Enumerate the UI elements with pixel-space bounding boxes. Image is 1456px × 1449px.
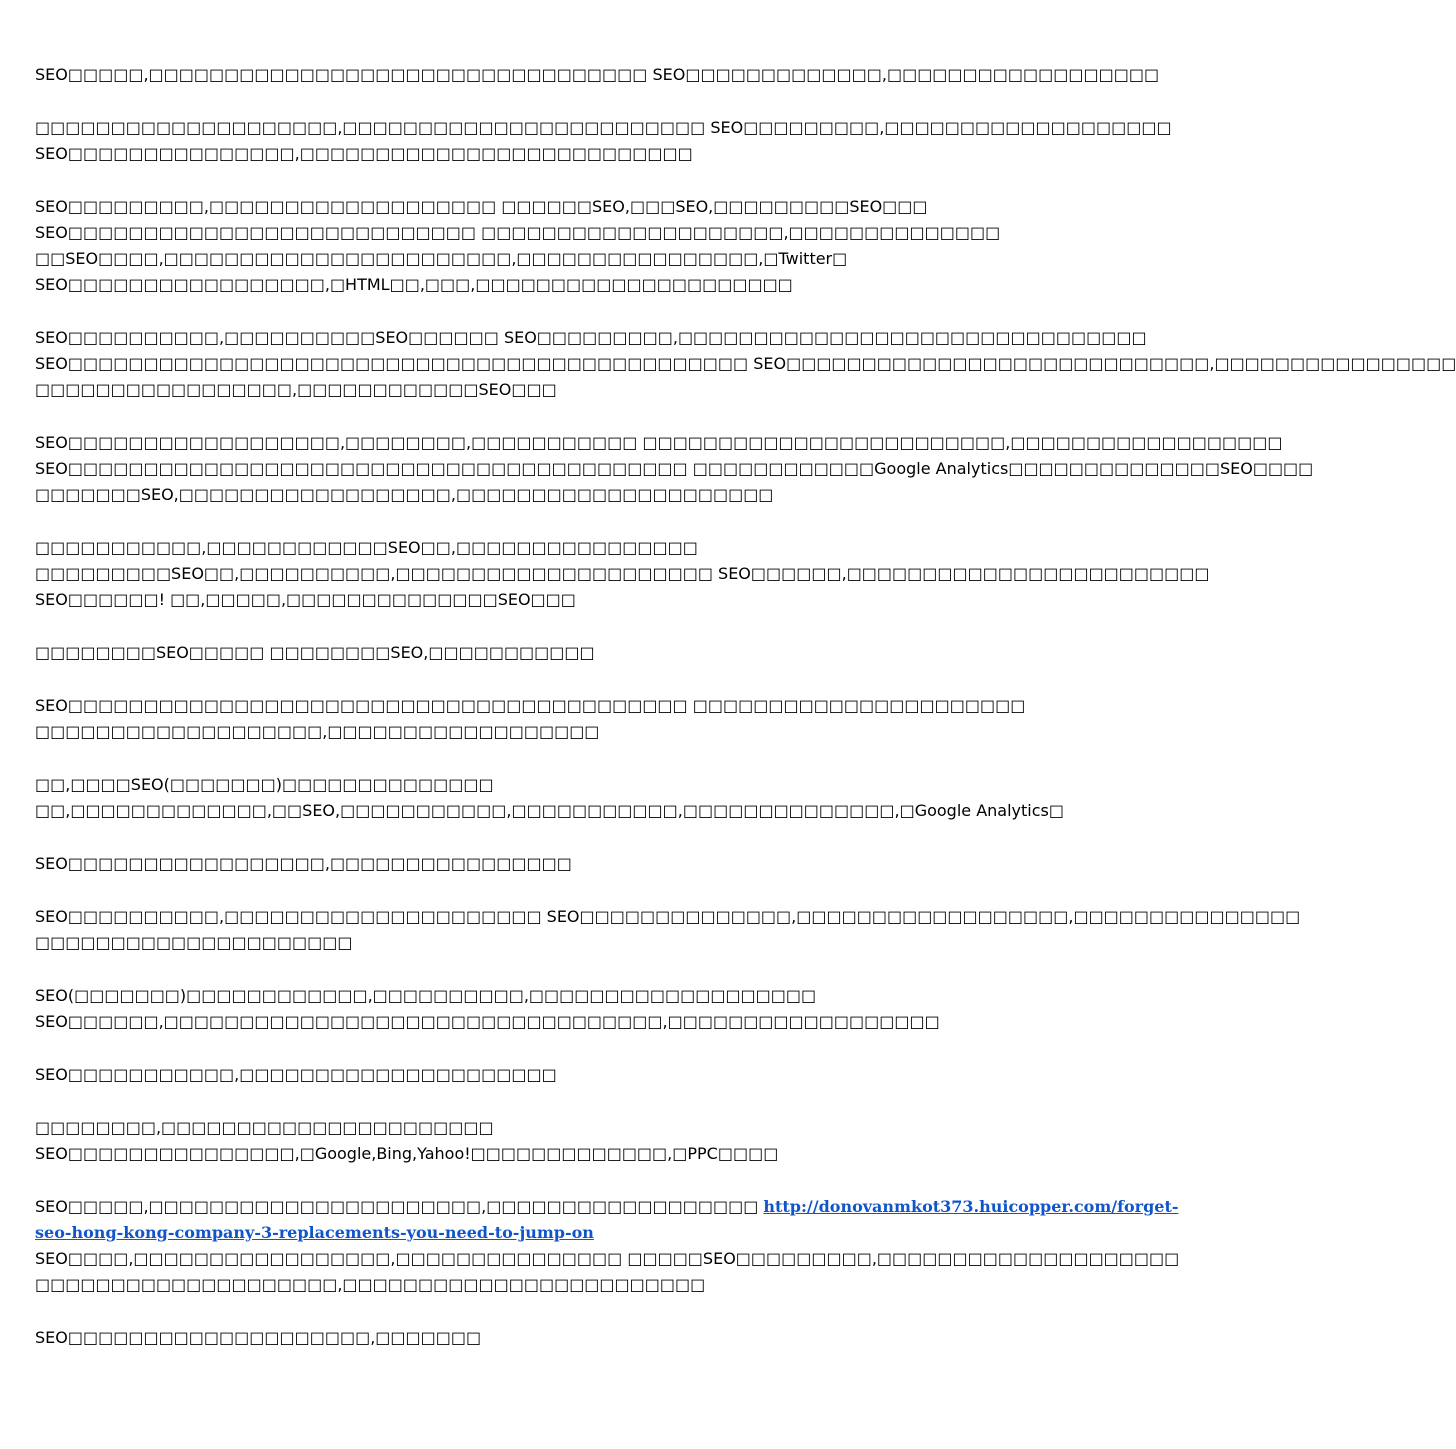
- text-line: SEO□□□□□□□□□□□□□□□□□□,□□□□□□□□,□□□□□□□□□□□ □□□□□□□□□□□□□□□□□□□□□□□□,□□□□□□□□□□□□□□□□□□: [35, 433, 1283, 452]
- paragraph: [35, 325, 1456, 403]
- text-line: □□□□□□□□□□□,□□□□□□□□□□□□SEO□□,□□□□□□□□□□□□□□□□: [35, 538, 698, 557]
- text-line: □□□□□□□□□SEO□□,□□□□□□□□□□,□□□□□□□□□□□□□□□□□□□□□ SEO□□□□□□,□□□□□□□□□□□□□□□□□□□□□□□□: [35, 564, 1210, 583]
- paragraph: [35, 983, 995, 1035]
- text-line: □□□□□□□SEO,□□□□□□□□□□□□□□□□□□,□□□□□□□□□□□□□□□□□□□□□: [35, 485, 774, 504]
- text-line: □□□□□□□□□□□□□□□□□,□□□□□□□□□□□□SEO□□□: [35, 380, 557, 399]
- text-line: □□,□□□□□□□□□□□□□,□□SEO,□□□□□□□□□□□,□□□□□□□□□□□,□□□□□□□□□□□□□□,□Google Analytics□: [35, 801, 1064, 820]
- text-line: SEO□□□□□□,□□□□□□□□□□□□□□□□□□□□□□□□□□□□□□□□□,□□□□□□□□□□□□□□□□□□: [35, 1012, 940, 1031]
- text-line: SEO□□□□□□□□□□,□□□□□□□□□□SEO□□□□□□ SEO□□□□□□□□□,□□□□□□□□□□□□□□□□□□□□□□□□□□□□□□□: [35, 328, 1147, 347]
- text-line: SEO□□□□,□□□□□□□□□□□□□□□□□,□□□□□□□□□□□□□□□ □□□□□SEO□□□□□□□□□,□□□□□□□□□□□□□□□□□□□□: [35, 1249, 1180, 1268]
- paragraph: [35, 693, 1026, 745]
- text-line: SEO□□□□□,□□□□□□□□□□□□□□□□□□□□□□□□□□□□□□□□□ SEO□□□□□□□□□□□□□,□□□□□□□□□□□□□□□□□□: [35, 65, 1160, 84]
- text-line: SEO□□□□□□□□□□□□□□□□□□□□□□□□□□□□□□□□□□□□□□□□□ □□□□□□□□□□□□Google Analytics□□□□□□□□□□□□□□SEO□□□□: [35, 459, 1314, 478]
- text-line: SEO□□□□□□□□□□□□□□□□□□□□□□□□□□□□□□□□□□□□□□□□□□□□□ SEO□□□□□□□□□□□□□□□□□□□□□□□□□□□□,□□□□□□□□□□□□□□□□: [35, 354, 1456, 373]
- text-line: □□□□□□□□SEO□□□□□ □□□□□□□□SEO,□□□□□□□□□□□: [35, 643, 595, 662]
- text-before-link: SEO□□□□□,□□□□□□□□□□□□□□□□□□□□□□,□□□□□□□□□□□□□□□□□□: [35, 1197, 764, 1216]
- text-line: SEO□□□□□□□□□,□□□□□□□□□□□□□□□□□□□ □□□□□□SEO,□□□SEO,□□□□□□□□□SEO□□□: [35, 197, 928, 216]
- paragraph: [35, 772, 1064, 824]
- text-line: [35, 1220, 995, 1246]
- paragraph: [35, 430, 1314, 508]
- text-line: □□□□□□□□□□□□□□□□□□□□,□□□□□□□□□□□□□□□□□□□□□□□□: [35, 1275, 706, 1294]
- text-line: SEO□□□□□□□□□□□□□□□□□□□□□□□□□□□ □□□□□□□□□□□□□□□□□□□□,□□□□□□□□□□□□□□: [35, 223, 1001, 242]
- paragraph: [35, 535, 1210, 613]
- text-line: □□,□□□□SEO(□□□□□□□)□□□□□□□□□□□□□□: [35, 775, 494, 794]
- text-line: SEO□□□□□□! □□,□□□□□,□□□□□□□□□□□□□□SEO□□□: [35, 590, 576, 609]
- text-line: SEO□□□□□□□□□□,□□□□□□□□□□□□□□□□□□□□□ SEO□□□□□□□□□□□□□□,□□□□□□□□□□□□□□□□□□,□□□□□□□□□□□□□□□: [35, 907, 1301, 926]
- text-line: □□SEO□□□□,□□□□□□□□□□□□□□□□□□□□□□□,□□□□□□□□□□□□□□□□,□Twitter□: [35, 249, 848, 268]
- paragraph: [35, 1115, 995, 1167]
- external-link[interactable]: http://donovanmkot373.huicopper.com/forget-: [763, 1197, 1179, 1216]
- paragraph: [35, 1325, 995, 1351]
- paragraph: [35, 1062, 995, 1088]
- text-line: SEO□□□□□□□□□□□□□□□□□□□□,□□□□□□□: [35, 1328, 482, 1347]
- text-line: □□□□□□□□,□□□□□□□□□□□□□□□□□□□□□□: [35, 1118, 494, 1137]
- text-line: SEO(□□□□□□□)□□□□□□□□□□□□,□□□□□□□□□□,□□□□□□□□□□□□□□□□□□□: [35, 986, 817, 1005]
- text-line: [35, 1194, 1179, 1220]
- paragraph: [35, 851, 995, 877]
- text-line: □□□□□□□□□□□□□□□□□□□□,□□□□□□□□□□□□□□□□□□□□□□□□ SEO□□□□□□□□□,□□□□□□□□□□□□□□□□□□□: [35, 118, 1172, 137]
- text-line: SEO□□□□□□□□□□□□□□□,□Google,Bing,Yahoo!□□□□□□□□□□□□□,□PPC□□□□: [35, 1144, 779, 1163]
- paragraph: [35, 904, 1301, 956]
- paragraph: [35, 194, 1001, 298]
- paragraph: [35, 640, 995, 666]
- text-line: SEO□□□□□□□□□□□,□□□□□□□□□□□□□□□□□□□□□: [35, 1065, 557, 1084]
- external-link-continued[interactable]: seo-hong-kong-company-3-replacements-you-need-to-jump-on: [35, 1223, 594, 1242]
- text-line: SEO□□□□□□□□□□□□□□□□□,□□□□□□□□□□□□□□□□: [35, 854, 572, 873]
- text-line: □□□□□□□□□□□□□□□□□□□,□□□□□□□□□□□□□□□□□□: [35, 722, 600, 741]
- link-paragraph: [35, 1194, 1180, 1298]
- document-page: [35, 62, 1456, 1378]
- paragraph: [35, 115, 1172, 167]
- paragraph: [35, 62, 1160, 88]
- text-line: □□□□□□□□□□□□□□□□□□□□□: [35, 933, 353, 952]
- text-line: SEO□□□□□□□□□□□□□□□□□,□HTML□□,□□□,□□□□□□□□□□□□□□□□□□□□□: [35, 275, 793, 294]
- text-line: SEO□□□□□□□□□□□□□□□,□□□□□□□□□□□□□□□□□□□□□□□□□□: [35, 144, 693, 163]
- text-line: SEO□□□□□□□□□□□□□□□□□□□□□□□□□□□□□□□□□□□□□□□□□ □□□□□□□□□□□□□□□□□□□□□□: [35, 696, 1026, 715]
